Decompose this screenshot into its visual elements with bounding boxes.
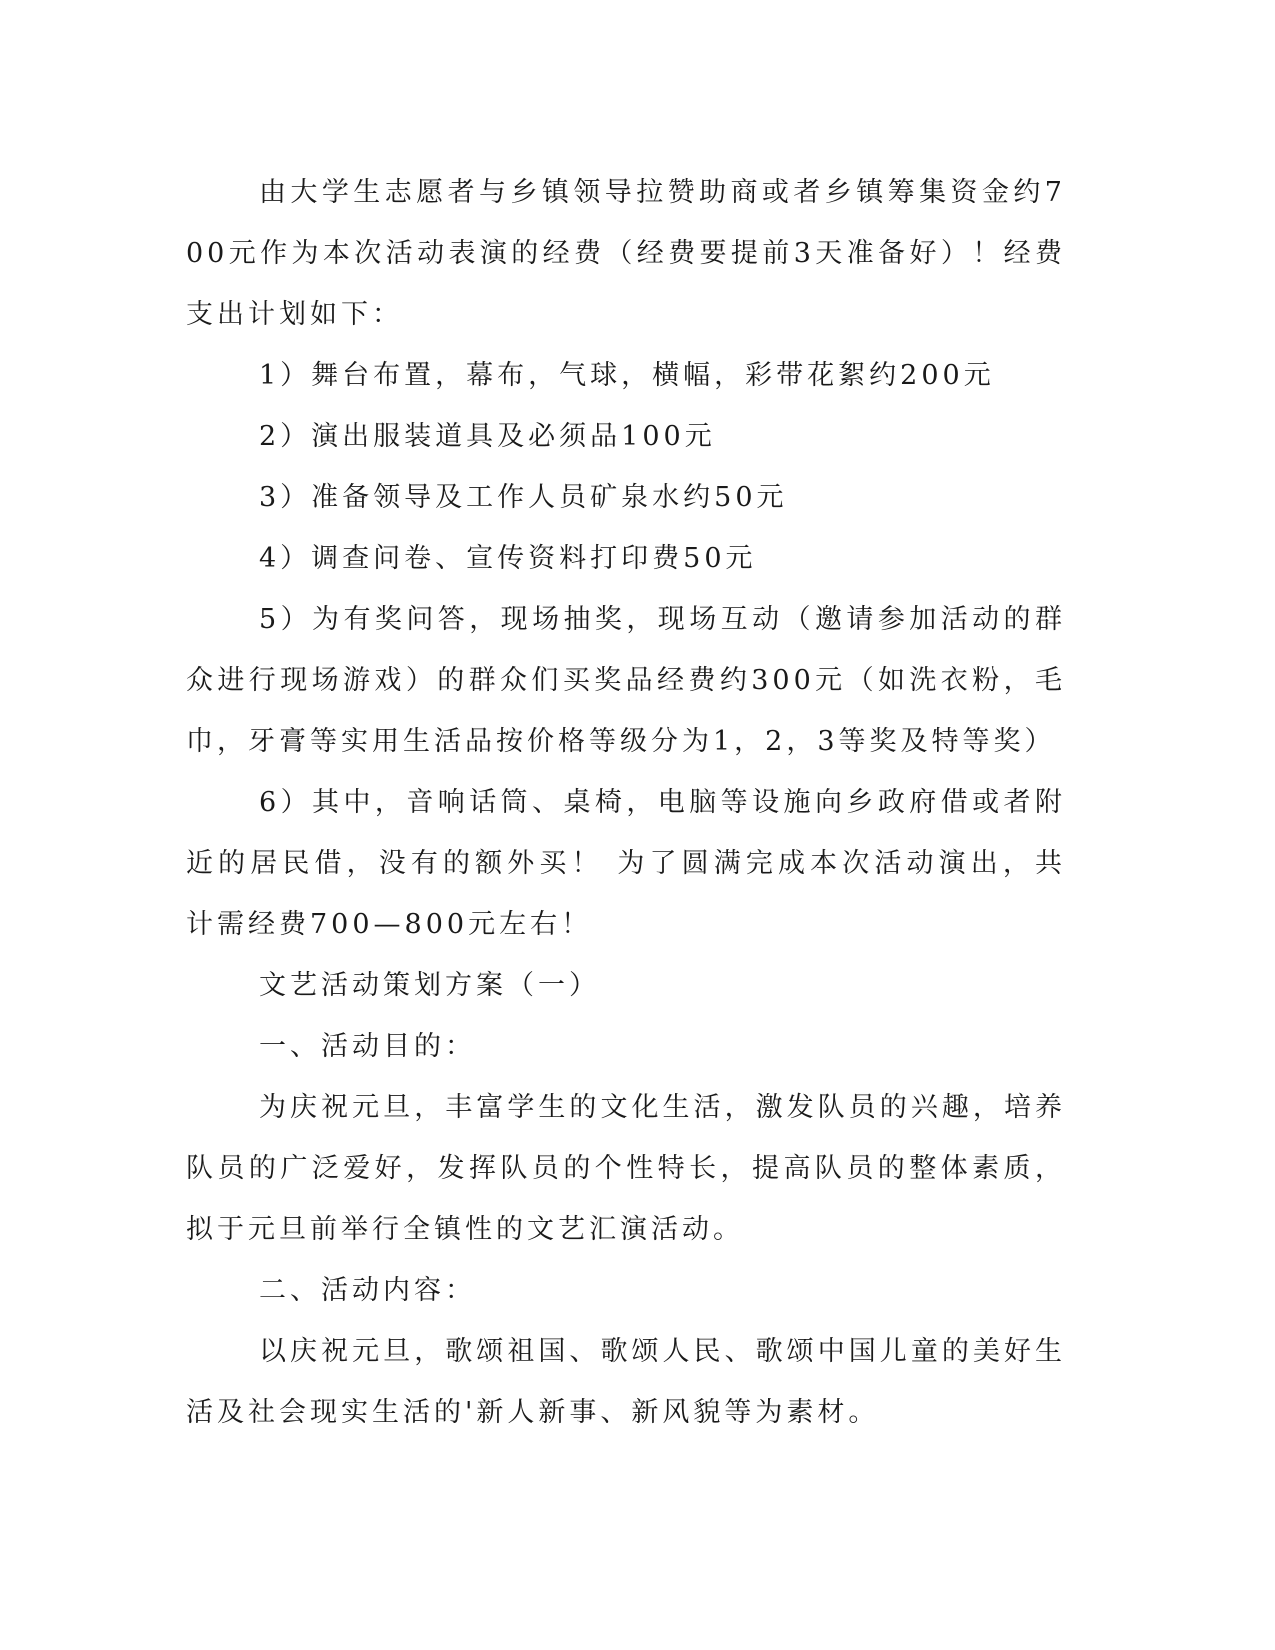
heading-content: 二、活动内容：: [259, 1275, 476, 1306]
expense-item-6: 6）其中，音响话筒、桌椅，电脑等设施向乡政府借或者附近的居民借，没有的额外买！ 为了圆满完成本次活动演出，共计需经费700—800元左右！: [186, 787, 1066, 940]
expense-item-3: 3）准备领导及工作人员矿泉水约50元: [259, 482, 788, 513]
content-paragraph: 以庆祝元旦，歌颂祖国、歌颂人民、歌颂中国儿童的美好生活及社会现实生活的'新人新事、新风貌等为素材。: [186, 1336, 1066, 1428]
expense-item-5: 5）为有奖问答，现场抽奖，现场互动（邀请参加活动的群众进行现场游戏）的群众们买奖品经费约300元（如洗衣粉，毛巾，牙膏等实用生活品按价格等级分为1，2，3等奖及特等奖）: [186, 604, 1066, 757]
heading-purpose: 一、活动目的：: [259, 1031, 476, 1062]
purpose-paragraph: 为庆祝元旦，丰富学生的文化生活，激发队员的兴趣，培养队员的广泛爱好，发挥队员的个性特长，提高队员的整体素质，拟于元旦前举行全镇性的文艺汇演活动。: [186, 1092, 1066, 1245]
funding-paragraph: 由大学生志愿者与乡镇领导拉赞助商或者乡镇筹集资金约700元作为本次活动表演的经费（经费要提前3天准备好）！经费支出计划如下：: [186, 177, 1066, 330]
expense-item-4: 4）调查问卷、宣传资料打印费50元: [259, 543, 757, 574]
section-title: 文艺活动策划方案（一）: [259, 970, 600, 1001]
expense-item-1: 1）舞台布置，幕布，气球，横幅，彩带花絮约200元: [259, 360, 995, 391]
expense-item-2: 2）演出服装道具及必须品100元: [259, 421, 716, 452]
document-body: [186, 162, 1066, 1443]
